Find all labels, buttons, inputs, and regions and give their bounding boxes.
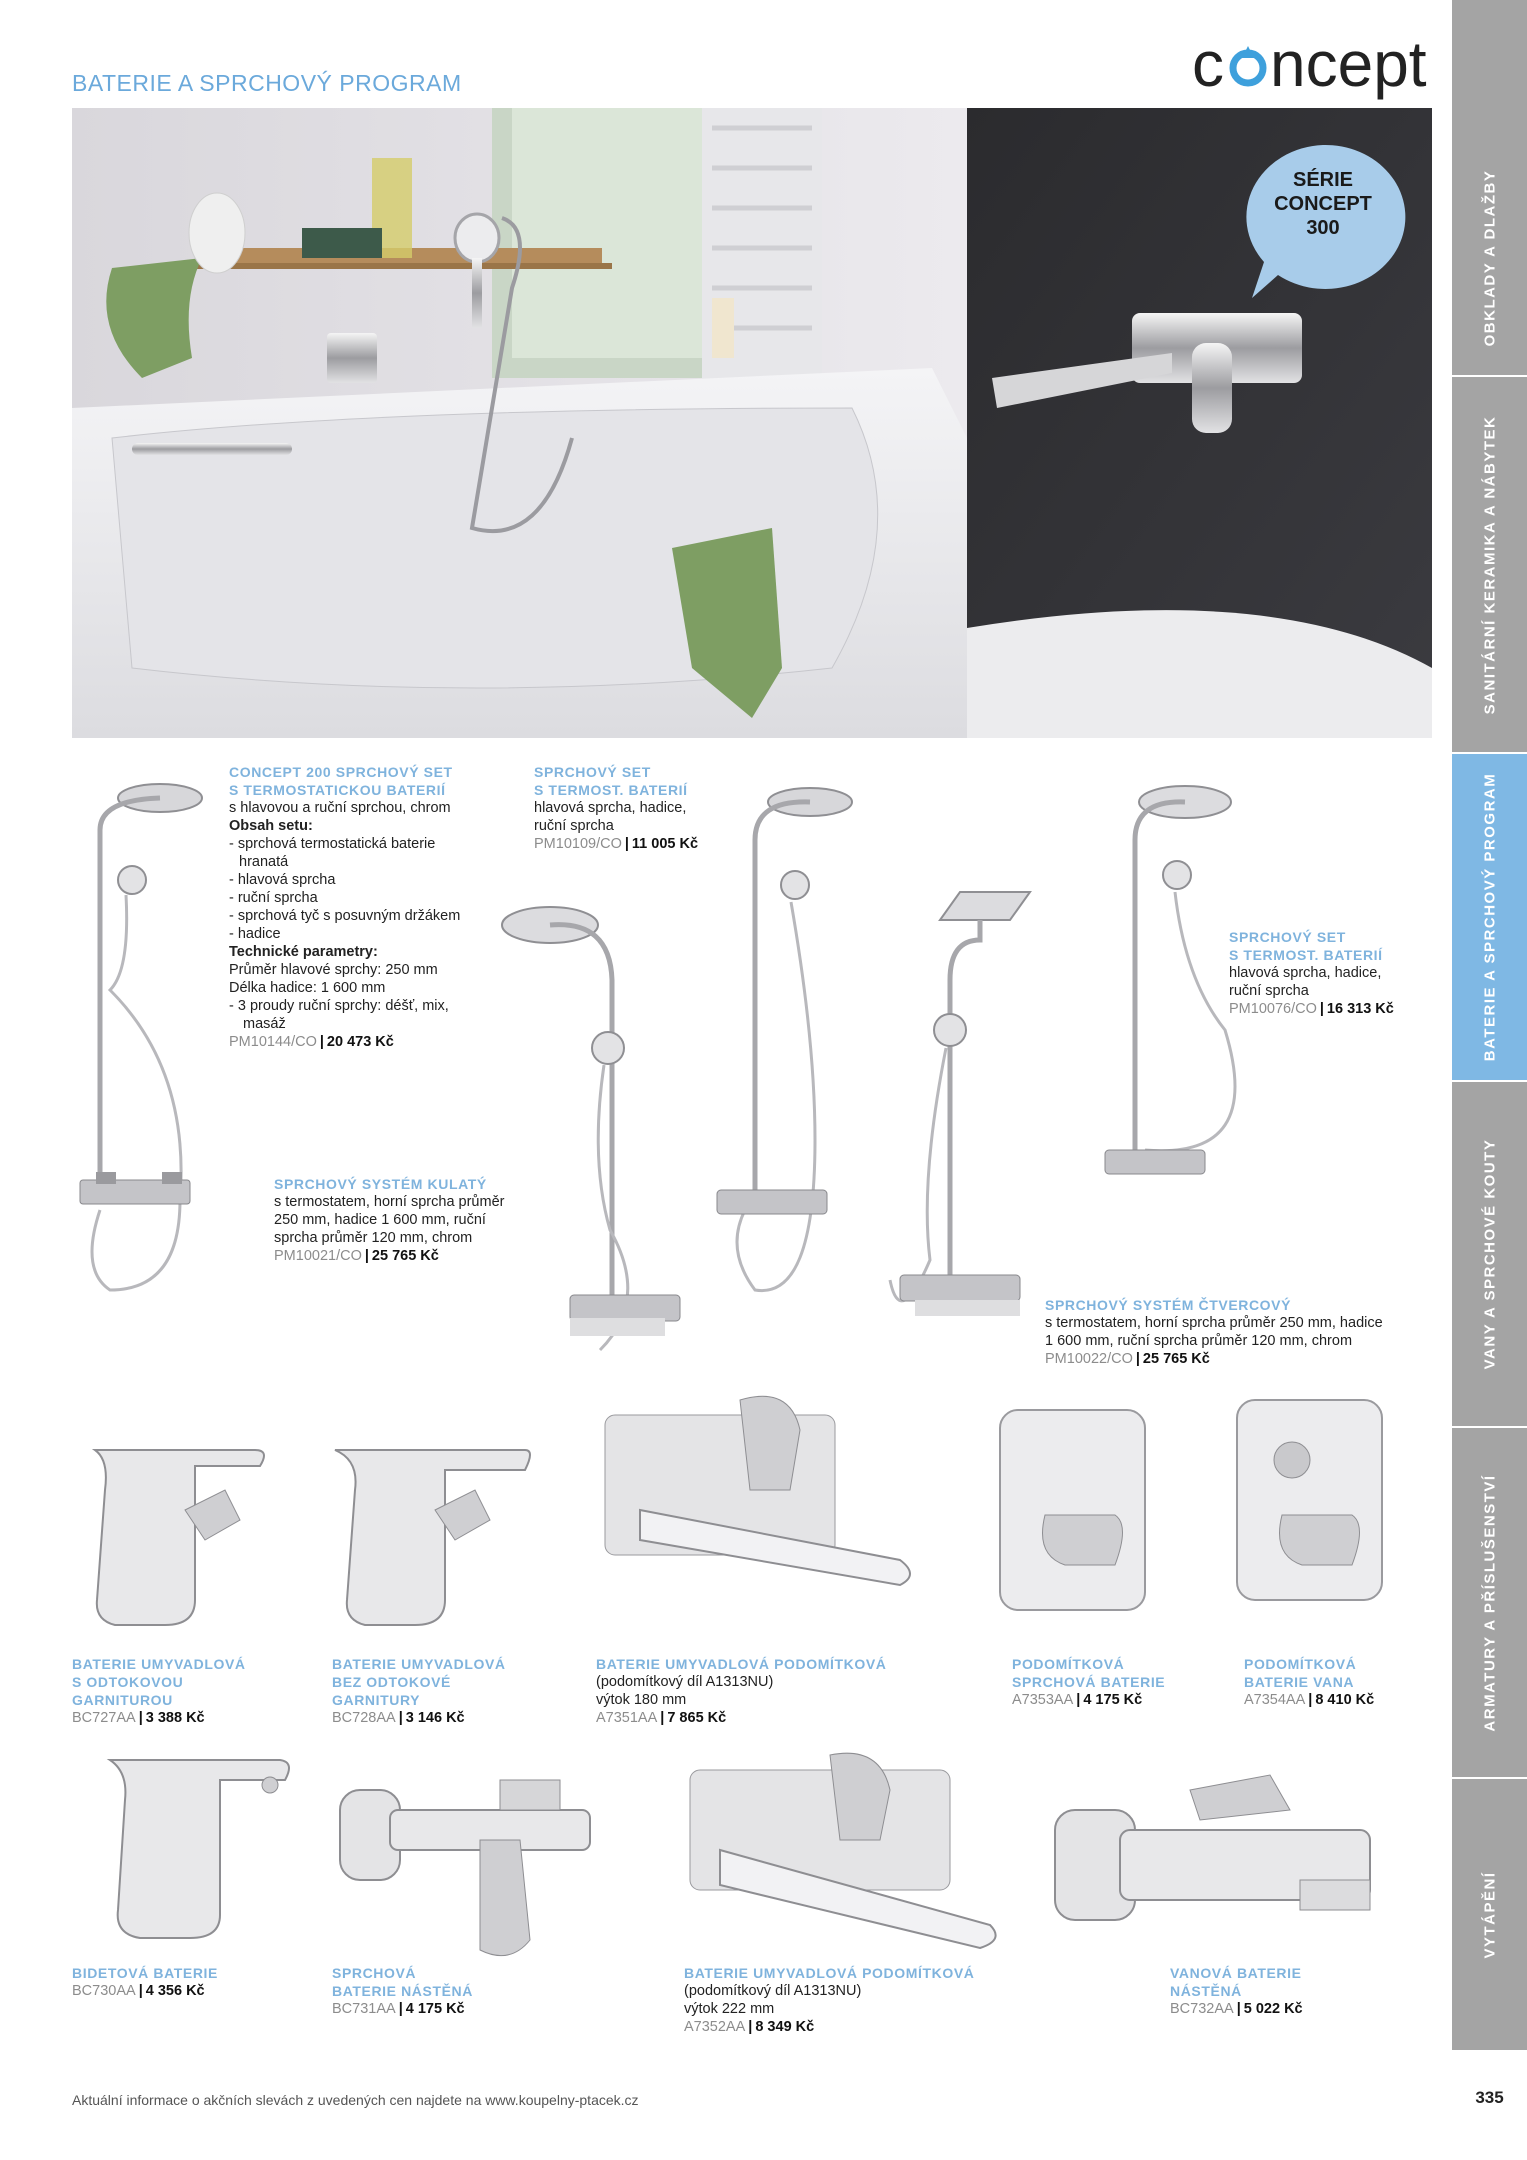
product-desc: 1 600 mm, ruční sprcha průměr 120 mm, chrom [1045, 1333, 1353, 1349]
product-price: 8 410 Kč [1315, 1692, 1375, 1708]
tech-item: masáž [243, 1016, 286, 1032]
bubble-line: SÉRIE [1292, 169, 1354, 191]
product-title: PODOMÍTKOVÁ [1012, 1656, 1125, 1672]
separator: | [1236, 2001, 1241, 2017]
basin-faucet-drain-image [85, 1430, 275, 1630]
tab-label: VANY A SPRCHOVÉ KOUTY [1481, 1138, 1498, 1370]
product-title: BATERIE UMYVADLOVÁ [332, 1656, 506, 1672]
product-shower-set-thermostat [534, 763, 754, 853]
bidet-faucet-image [100, 1740, 300, 1940]
separator: | [1135, 1351, 1140, 1367]
product-title: BATERIE UMYVADLOVÁ [72, 1656, 246, 1672]
product-price: 3 146 Kč [405, 1710, 465, 1726]
section-tabs [1452, 0, 1527, 2050]
product-desc: hlavová sprcha, hadice, [1229, 965, 1382, 981]
product-title: BATERIE UMYVADLOVÁ PODOMÍTKOVÁ [684, 1965, 975, 1981]
concept-logo [1192, 26, 1432, 102]
product-wall-basin-faucet-222 [684, 1964, 1024, 2036]
page-title: BATERIE A SPRCHOVÝ PROGRAM [72, 70, 462, 96]
wall-basin-faucet-180-image [600, 1390, 930, 1610]
tech-item: - 3 proudy ruční sprchy: déšť, mix, [229, 998, 449, 1014]
product-code-line [1229, 1000, 1449, 1018]
product-desc: s hlavovou a ruční sprchou, chrom [229, 800, 451, 816]
product-code: PM10022/CO [1045, 1351, 1133, 1367]
product-code-line [684, 2018, 1024, 2036]
product-desc: ruční sprcha [1229, 983, 1309, 999]
separator: | [398, 1710, 403, 1726]
separator: | [624, 836, 629, 852]
product-code: A7352AA [684, 2019, 746, 2035]
product-title: BATERIE VANA [1244, 1674, 1355, 1690]
product-title: GARNITUROU [72, 1692, 173, 1708]
product-code: BC731AA [332, 2001, 396, 2017]
product-price: 4 175 Kč [1083, 1692, 1143, 1708]
concealed-shower-mixer-image [995, 1405, 1155, 1615]
series-bubble [1238, 140, 1408, 300]
tab-label: VYTÁPĚNÍ [1481, 1870, 1498, 1959]
product-code-line [596, 1709, 936, 1727]
bubble-line: CONCEPT [1274, 193, 1372, 215]
product-price: 4 356 Kč [145, 1983, 205, 1999]
product-desc: výtok 180 mm [596, 1692, 687, 1708]
product-desc: (podomítkový díl A1313NU) [596, 1674, 774, 1690]
product-desc: 250 mm, hadice 1 600 mm, ruční [274, 1212, 486, 1228]
set-item: - hlavová sprcha [229, 872, 336, 888]
tab-vytapeni[interactable] [1452, 1779, 1527, 2050]
product-title: S TERMOST. BATERIÍ [1229, 947, 1383, 963]
product-title: BEZ ODTOKOVÉ [332, 1674, 451, 1690]
product-code-line [332, 1709, 532, 1727]
product-title: SPRCHOVÝ SET [534, 764, 651, 780]
separator: | [660, 1710, 665, 1726]
tab-label: ARMATURY A PŘÍSLUŠENSTVÍ [1481, 1473, 1498, 1732]
product-code: BC728AA [332, 1710, 396, 1726]
separator: | [1319, 1001, 1324, 1017]
shower-set-thermostat-image [715, 780, 855, 1310]
product-price: 3 388 Kč [145, 1710, 205, 1726]
product-code: A7354AA [1244, 1692, 1306, 1708]
product-title: S ODTOKOVOU [72, 1674, 184, 1690]
separator: | [748, 2019, 753, 2035]
tab-label: SANITÁRNÍ KERAMIKA A NÁBYTEK [1481, 415, 1498, 714]
product-code-line [332, 2000, 552, 2018]
tab-label: BATERIE A SPRCHOVÝ PROGRAM [1481, 772, 1498, 1062]
product-title: GARNITURY [332, 1692, 421, 1708]
product-concealed-shower-mixer [1012, 1655, 1222, 1709]
product-desc: výtok 222 mm [684, 2001, 775, 2017]
page-number: 335 [1475, 2088, 1504, 2107]
product-price: 11 005 Kč [631, 836, 699, 852]
product-code-line [534, 835, 754, 853]
tab-obklady[interactable] [1452, 0, 1527, 375]
product-title: SPRCHOVÝ SYSTÉM KULATÝ [274, 1176, 487, 1192]
product-code-line [1012, 1691, 1222, 1709]
product-price: 8 349 Kč [755, 2019, 815, 2035]
product-code-line [229, 1033, 519, 1051]
product-title: VANOVÁ BATERIE [1170, 1965, 1302, 1981]
product-desc: ruční sprcha [534, 818, 614, 834]
set-heading: Obsah setu: [229, 818, 313, 834]
tab-sanitarni-keramika[interactable] [1452, 377, 1527, 752]
product-title: S TERMOSTATICKOU BATERIÍ [229, 782, 446, 798]
product-title: BATERIE UMYVADLOVÁ PODOMÍTKOVÁ [596, 1656, 887, 1672]
product-title: SPRCHOVÁ BATERIE [1012, 1674, 1166, 1690]
wall-basin-faucet-222-image [680, 1750, 1010, 1960]
product-code: A7353AA [1012, 1692, 1074, 1708]
product-code-line [1170, 2000, 1390, 2018]
tab-armatury[interactable] [1452, 1428, 1527, 1777]
product-title: CONCEPT 200 SPRCHOVÝ SET [229, 764, 453, 780]
product-code: BC727AA [72, 1710, 136, 1726]
product-price: 4 175 Kč [405, 2001, 465, 2017]
product-desc: sprcha průměr 120 mm, chrom [274, 1230, 473, 1246]
hero-photo [72, 108, 1432, 738]
product-code-line [72, 1709, 272, 1727]
product-shower-system-round [274, 1175, 534, 1265]
shower-set-square-thermostat-image [70, 770, 220, 1300]
bubble-line: 300 [1306, 217, 1340, 239]
product-shower-set-thermostat-2 [1229, 928, 1449, 1018]
product-code: A7351AA [596, 1710, 658, 1726]
tech-item: Délka hadice: 1 600 mm [229, 980, 386, 996]
product-code: PM10076/CO [1229, 1001, 1317, 1017]
product-bidet-faucet [72, 1964, 292, 2000]
product-title: BATERIE NÁSTĚNÁ [332, 1983, 473, 1999]
product-title: S TERMOST. BATERIÍ [534, 782, 688, 798]
product-wall-basin-faucet-180 [596, 1655, 936, 1727]
product-title: NÁSTĚNÁ [1170, 1983, 1242, 1999]
wall-shower-mixer-image [330, 1770, 600, 1970]
bubble-text [1238, 168, 1408, 240]
product-code: PM10021/CO [274, 1248, 362, 1264]
separator: | [138, 1983, 143, 1999]
product-desc: s termostatem, horní sprcha průměr 250 mm, hadice [1045, 1315, 1383, 1331]
product-price: 5 022 Kč [1243, 2001, 1303, 2017]
shower-system-square-image [880, 880, 1050, 1360]
product-price: 25 765 Kč [371, 1248, 439, 1264]
set-item: - ruční sprcha [229, 890, 318, 906]
product-title: PODOMÍTKOVÁ [1244, 1656, 1357, 1672]
tab-label: OBKLADY A DLAŽBY [1481, 169, 1498, 346]
product-wall-bath-mixer [1170, 1964, 1390, 2018]
product-concept-200-set [229, 763, 519, 1051]
separator: | [138, 1710, 143, 1726]
product-price: 7 865 Kč [667, 1710, 727, 1726]
product-code: PM10109/CO [534, 836, 622, 852]
product-code-line [1045, 1350, 1445, 1368]
set-item: - sprchová tyč s posuvným držákem [229, 908, 461, 924]
basin-faucet-no-drain-image [325, 1430, 535, 1630]
product-price: 16 313 Kč [1326, 1001, 1394, 1017]
svg-text:c: c [1192, 28, 1224, 100]
product-price: 25 765 Kč [1142, 1351, 1210, 1367]
footer-note: Aktuální informace o akčních slevách z uvedených cen najdete na www.koupelny-ptacek.cz [72, 2092, 639, 2108]
set-item: - sprchová termostatická baterie [229, 836, 436, 852]
product-price: 20 473 Kč [326, 1034, 394, 1050]
shower-set-round-image [500, 900, 700, 1370]
product-basin-faucet-drain [72, 1655, 272, 1727]
product-desc: s termostatem, horní sprcha průměr [274, 1194, 505, 1210]
product-code: BC730AA [72, 1983, 136, 1999]
tab-vany[interactable] [1452, 1082, 1527, 1426]
tab-baterie-active[interactable] [1452, 754, 1527, 1080]
separator: | [1308, 1692, 1313, 1708]
product-concealed-bath-mixer [1244, 1655, 1444, 1709]
product-code: PM10144/CO [229, 1034, 317, 1050]
separator: | [364, 1248, 369, 1264]
product-title: BIDETOVÁ BATERIE [72, 1965, 218, 1981]
svg-text:ncept: ncept [1270, 28, 1427, 100]
separator: | [1076, 1692, 1081, 1708]
product-title: SPRCHOVÝ SET [1229, 929, 1346, 945]
product-code-line [72, 1982, 292, 2000]
product-code-line [274, 1247, 534, 1265]
wall-bath-mixer-image [1050, 1770, 1380, 1960]
product-basin-faucet-no-drain [332, 1655, 532, 1727]
product-wall-shower-mixer [332, 1964, 552, 2018]
product-title: SPRCHOVÁ [332, 1965, 417, 1981]
tech-item: Průměr hlavové sprchy: 250 mm [229, 962, 438, 978]
set-item: - hadice [229, 926, 281, 942]
product-code: BC732AA [1170, 2001, 1234, 2017]
tech-heading: Technické parametry: [229, 944, 378, 960]
set-item: hranatá [239, 854, 289, 870]
separator: | [319, 1034, 324, 1050]
product-title: SPRCHOVÝ SYSTÉM ČTVERCOVÝ [1045, 1297, 1292, 1313]
concealed-bath-mixer-image [1232, 1395, 1392, 1605]
product-desc: hlavová sprcha, hadice, [534, 800, 687, 816]
product-shower-system-square [1045, 1296, 1445, 1368]
separator: | [398, 2001, 403, 2017]
product-desc: (podomítkový díl A1313NU) [684, 1983, 862, 1999]
product-code-line [1244, 1691, 1444, 1709]
